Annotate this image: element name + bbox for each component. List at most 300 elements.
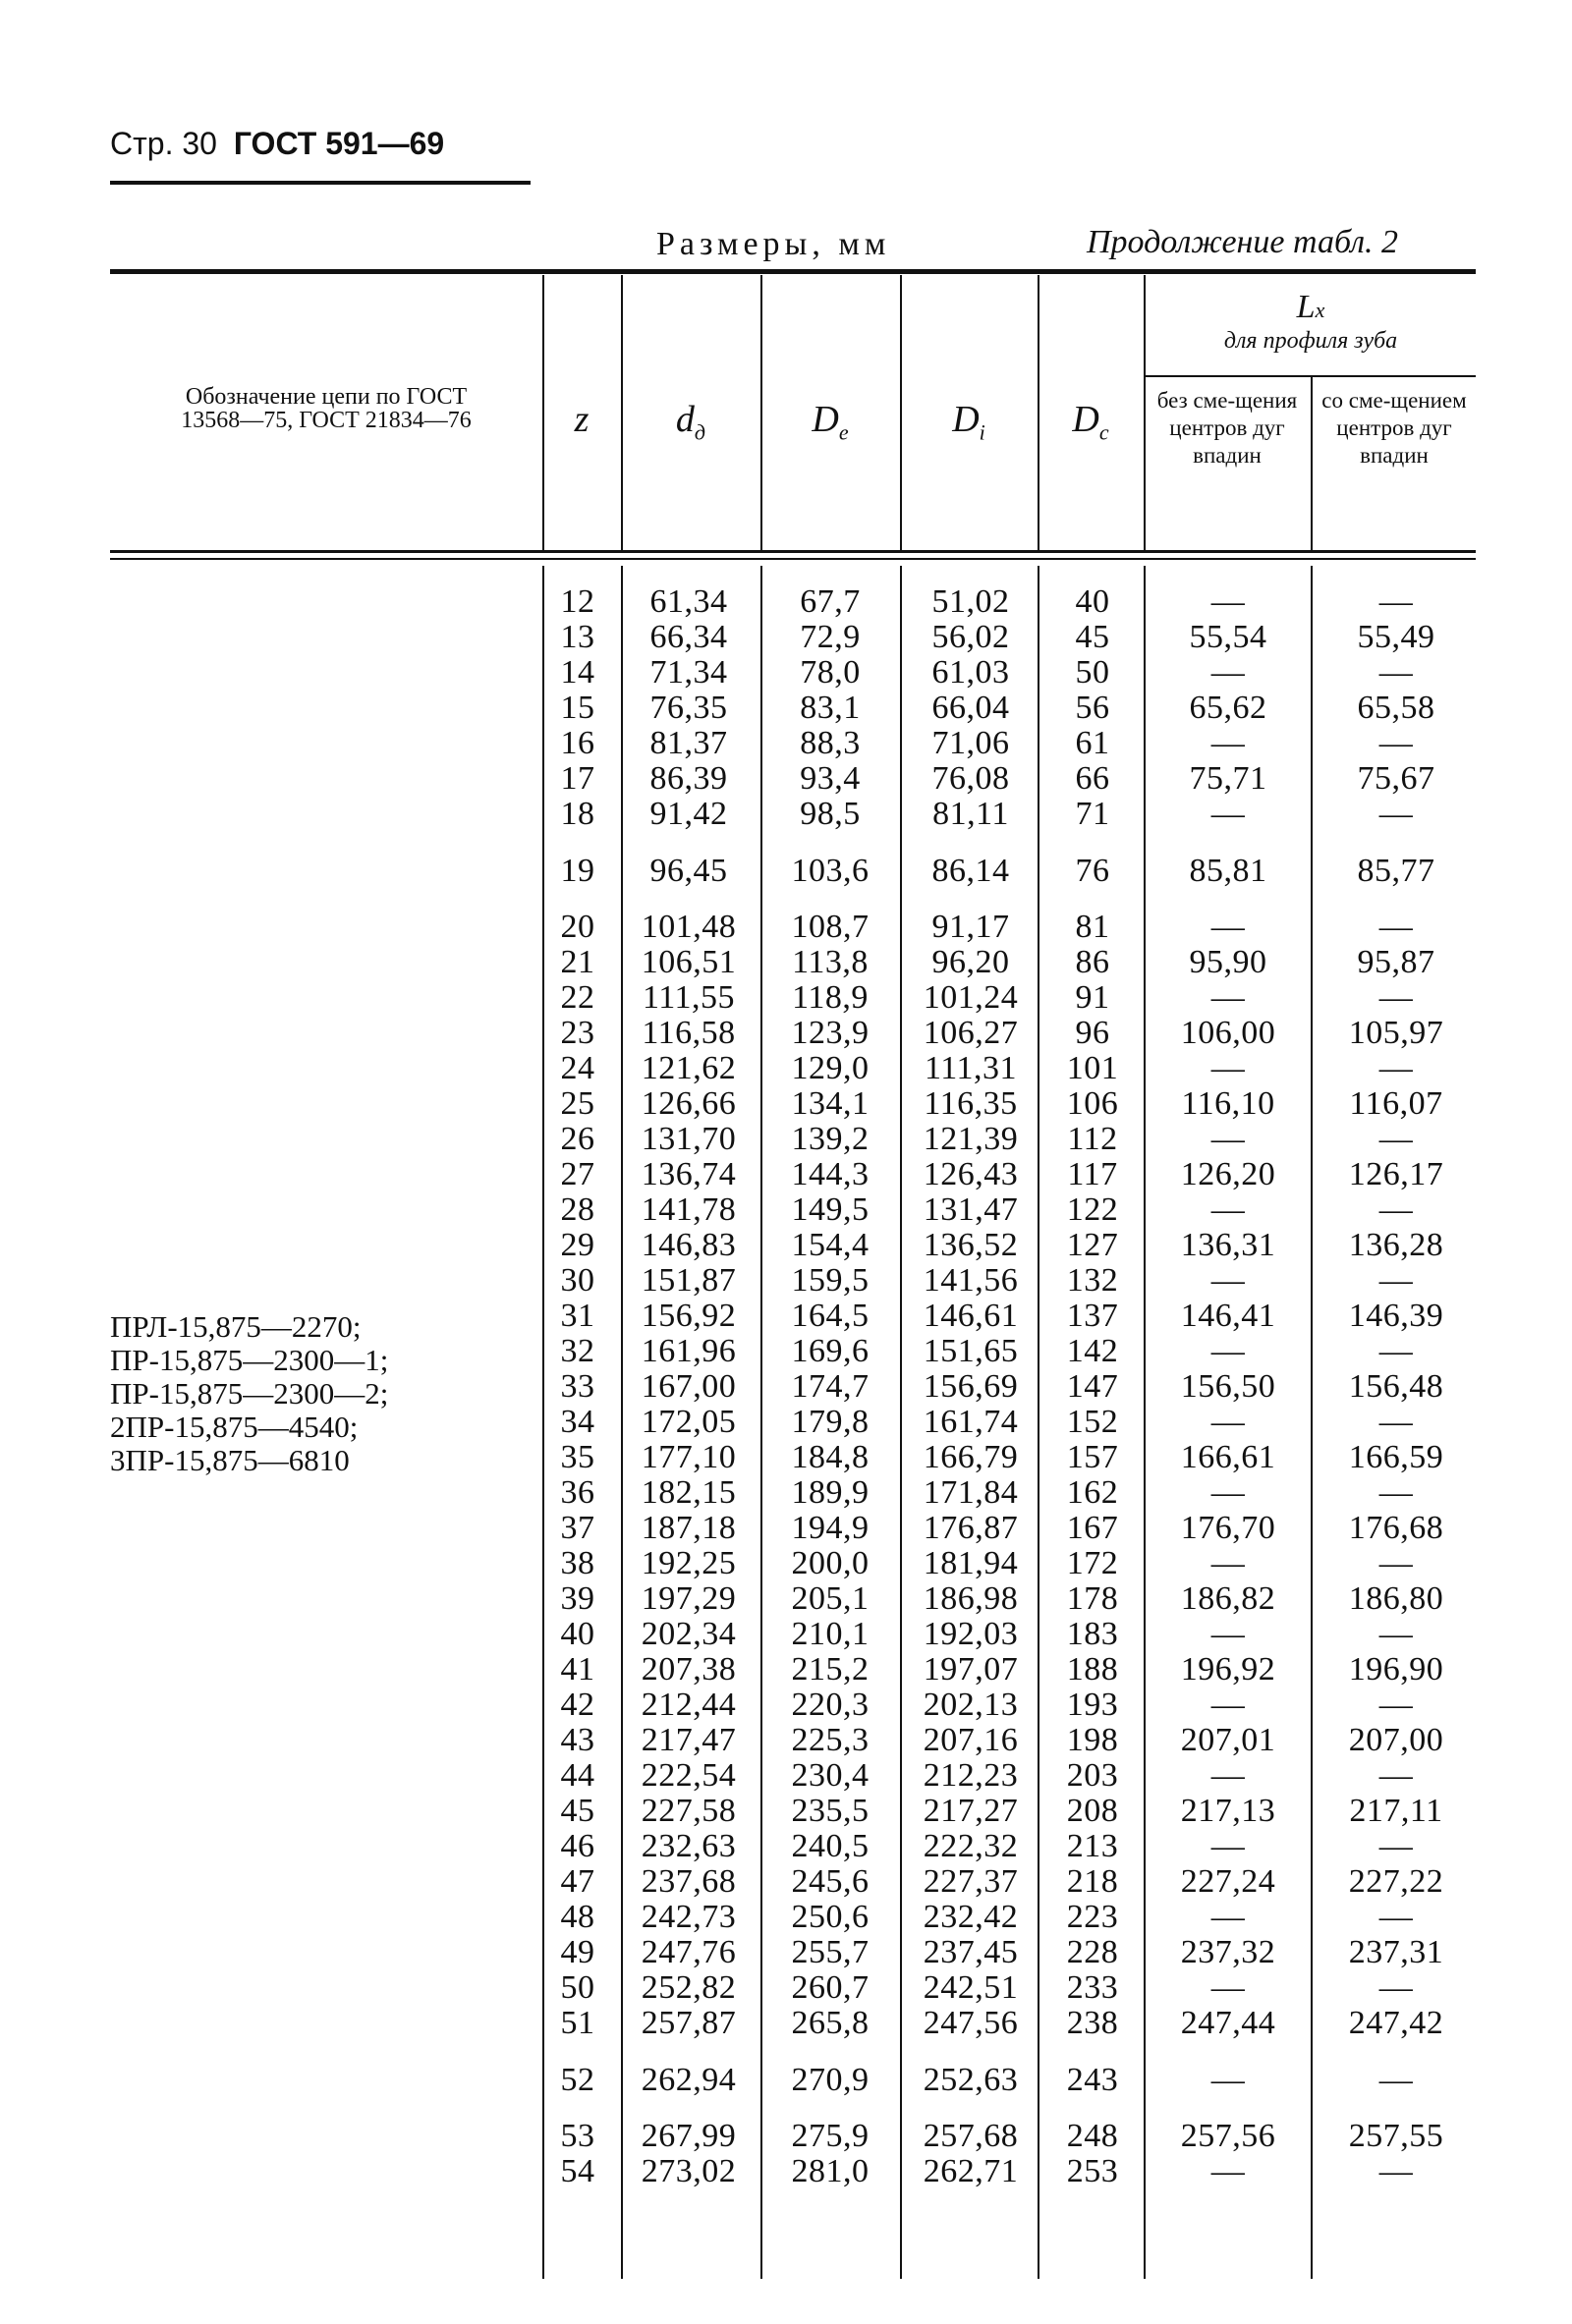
cell-root-diameter: 101,24 bbox=[923, 979, 1019, 1017]
header-chain-designation: Обозначение цепи по ГОСТ 13568—75, ГОСТ 21834—76 bbox=[181, 384, 472, 434]
cell-hub-diameter: 142 bbox=[1066, 1333, 1119, 1370]
cell-pitch-diameter: 86,39 bbox=[649, 760, 728, 797]
table-top-rule bbox=[110, 269, 1476, 274]
cell-hub-diameter: 157 bbox=[1066, 1439, 1119, 1476]
cell-root-diameter: 202,13 bbox=[923, 1687, 1019, 1724]
cell-pitch-diameter: 182,15 bbox=[641, 1474, 737, 1512]
cell-lx-without-offset: — bbox=[1210, 1333, 1246, 1370]
cell-lx-without-offset: 146,41 bbox=[1180, 1298, 1276, 1335]
cell-lx-with-offset: — bbox=[1378, 1050, 1414, 1087]
body-col-divider bbox=[1311, 566, 1313, 2279]
cell-pitch-diameter: 136,74 bbox=[641, 1156, 737, 1193]
cell-lx-with-offset: 136,28 bbox=[1348, 1227, 1444, 1264]
cell-pitch-diameter: 257,87 bbox=[641, 2005, 737, 2042]
cell-hub-diameter: 86 bbox=[1075, 944, 1110, 981]
cell-lx-with-offset: — bbox=[1378, 1969, 1414, 2007]
cell-lx-without-offset: — bbox=[1210, 1969, 1246, 2007]
cell-pitch-diameter: 111,55 bbox=[643, 979, 735, 1017]
cell-root-diameter: 212,23 bbox=[923, 1757, 1019, 1795]
chain-designation: ПРЛ-15,875—2270; bbox=[110, 1309, 362, 1344]
cell-z: 21 bbox=[560, 944, 595, 981]
cell-z: 32 bbox=[560, 1333, 595, 1370]
cell-lx-with-offset: 156,48 bbox=[1348, 1368, 1444, 1406]
cell-pitch-diameter: 131,70 bbox=[641, 1121, 737, 1158]
cell-outer-diameter: 72,9 bbox=[800, 619, 861, 655]
cell-outer-diameter: 235,5 bbox=[791, 1793, 870, 1830]
cell-lx-without-offset: 126,20 bbox=[1180, 1156, 1276, 1193]
cell-hub-diameter: 203 bbox=[1066, 1757, 1119, 1795]
cell-outer-diameter: 260,7 bbox=[791, 1969, 870, 2007]
cell-outer-diameter: 154,4 bbox=[791, 1227, 870, 1264]
cell-hub-diameter: 122 bbox=[1066, 1191, 1119, 1229]
cell-lx-with-offset: 196,90 bbox=[1348, 1651, 1444, 1688]
cell-hub-diameter: 101 bbox=[1066, 1050, 1119, 1087]
cell-pitch-diameter: 172,05 bbox=[641, 1404, 737, 1441]
cell-root-diameter: 237,45 bbox=[923, 1934, 1019, 1971]
cell-root-diameter: 146,61 bbox=[923, 1298, 1019, 1335]
cell-outer-diameter: 144,3 bbox=[791, 1156, 870, 1193]
cell-hub-diameter: 178 bbox=[1066, 1580, 1119, 1618]
cell-lx-with-offset: 55,49 bbox=[1357, 619, 1435, 655]
cell-outer-diameter: 98,5 bbox=[800, 796, 861, 832]
cell-lx-with-offset: — bbox=[1378, 583, 1414, 620]
cell-lx-with-offset: 116,07 bbox=[1349, 1085, 1443, 1123]
cell-hub-diameter: 112 bbox=[1067, 1121, 1118, 1158]
cell-z: 31 bbox=[560, 1298, 595, 1335]
cell-lx-without-offset: 106,00 bbox=[1180, 1015, 1276, 1052]
cell-lx-without-offset: — bbox=[1210, 1899, 1246, 1936]
cell-hub-diameter: 66 bbox=[1075, 760, 1110, 797]
cell-root-diameter: 136,52 bbox=[923, 1227, 1019, 1264]
cell-root-diameter: 96,20 bbox=[931, 944, 1010, 981]
cell-pitch-diameter: 76,35 bbox=[649, 690, 728, 726]
cell-lx-without-offset: — bbox=[1210, 1404, 1246, 1441]
cell-lx-with-offset: 176,68 bbox=[1348, 1510, 1444, 1547]
cell-outer-diameter: 164,5 bbox=[791, 1298, 870, 1335]
cell-pitch-diameter: 197,29 bbox=[641, 1580, 737, 1618]
cell-hub-diameter: 238 bbox=[1066, 2005, 1119, 2042]
cell-outer-diameter: 184,8 bbox=[791, 1439, 870, 1476]
cell-pitch-diameter: 222,54 bbox=[641, 1757, 737, 1795]
cell-lx-without-offset: 227,24 bbox=[1180, 1863, 1276, 1901]
chain-designation: ПР-15,875—2300—2; bbox=[110, 1376, 389, 1411]
cell-root-diameter: 76,08 bbox=[931, 760, 1010, 797]
cell-lx-without-offset: — bbox=[1210, 2153, 1246, 2190]
cell-outer-diameter: 123,9 bbox=[791, 1015, 870, 1052]
cell-hub-diameter: 253 bbox=[1066, 2153, 1119, 2190]
cell-lx-without-offset: — bbox=[1210, 1050, 1246, 1087]
cell-z: 16 bbox=[560, 725, 595, 761]
cell-outer-diameter: 67,7 bbox=[800, 583, 861, 620]
cell-pitch-diameter: 167,00 bbox=[641, 1368, 737, 1406]
cell-outer-diameter: 205,1 bbox=[791, 1580, 870, 1618]
cell-hub-diameter: 218 bbox=[1066, 1863, 1119, 1901]
cell-hub-diameter: 132 bbox=[1066, 1262, 1119, 1300]
cell-lx-without-offset: — bbox=[1210, 2061, 1246, 2098]
cell-pitch-diameter: 71,34 bbox=[649, 654, 728, 691]
cell-z: 53 bbox=[560, 2118, 595, 2155]
page-header bbox=[110, 126, 444, 162]
cell-z: 29 bbox=[560, 1227, 595, 1264]
cell-outer-diameter: 129,0 bbox=[791, 1050, 870, 1087]
cell-z: 12 bbox=[560, 583, 595, 620]
cell-lx-with-offset: — bbox=[1378, 1404, 1414, 1441]
cell-root-diameter: 161,74 bbox=[923, 1404, 1019, 1441]
cell-z: 50 bbox=[560, 1969, 595, 2007]
cell-hub-diameter: 76 bbox=[1075, 852, 1110, 889]
cell-lx-without-offset: — bbox=[1210, 1121, 1246, 1158]
cell-lx-with-offset: 227,22 bbox=[1348, 1863, 1444, 1901]
cell-hub-diameter: 213 bbox=[1066, 1828, 1119, 1865]
cell-outer-diameter: 134,1 bbox=[791, 1085, 870, 1123]
cell-hub-diameter: 248 bbox=[1066, 2118, 1119, 2155]
cell-lx-with-offset: — bbox=[1378, 1687, 1414, 1724]
cell-lx-without-offset: — bbox=[1210, 1687, 1246, 1724]
cell-lx-with-offset: — bbox=[1378, 1262, 1414, 1300]
cell-outer-diameter: 225,3 bbox=[791, 1722, 870, 1759]
cell-outer-diameter: 270,9 bbox=[791, 2061, 870, 2098]
cell-hub-diameter: 117 bbox=[1067, 1156, 1118, 1193]
cell-pitch-diameter: 61,34 bbox=[649, 583, 728, 620]
cell-lx-without-offset: — bbox=[1210, 909, 1246, 946]
cell-pitch-diameter: 101,48 bbox=[641, 909, 737, 946]
cell-z: 23 bbox=[560, 1015, 595, 1052]
cell-root-diameter: 131,47 bbox=[923, 1191, 1019, 1229]
cell-pitch-diameter: 187,18 bbox=[641, 1510, 737, 1547]
cell-root-diameter: 217,27 bbox=[923, 1793, 1019, 1830]
cell-lx-without-offset: 75,71 bbox=[1189, 760, 1267, 797]
cell-root-diameter: 227,37 bbox=[923, 1863, 1019, 1901]
cell-pitch-diameter: 202,34 bbox=[641, 1616, 737, 1653]
cell-root-diameter: 121,39 bbox=[923, 1121, 1019, 1158]
body-col-divider bbox=[760, 566, 762, 2279]
cell-hub-diameter: 198 bbox=[1066, 1722, 1119, 1759]
cell-pitch-diameter: 91,42 bbox=[649, 796, 728, 832]
cell-z: 26 bbox=[560, 1121, 595, 1158]
cell-pitch-diameter: 126,66 bbox=[641, 1085, 737, 1123]
cell-pitch-diameter: 217,47 bbox=[641, 1722, 737, 1759]
cell-root-diameter: 171,84 bbox=[923, 1474, 1019, 1512]
header-pitch-diameter: $d_д$ bbox=[675, 399, 706, 445]
cell-root-diameter: 141,56 bbox=[923, 1262, 1019, 1300]
cell-lx-with-offset: 75,67 bbox=[1357, 760, 1435, 797]
cell-lx-with-offset: — bbox=[1378, 2153, 1414, 2190]
cell-z: 18 bbox=[560, 796, 595, 832]
table-continuation-label: Продолжение табл. 2 bbox=[1087, 224, 1399, 260]
table-header-rule-2 bbox=[110, 558, 1476, 560]
cell-root-diameter: 51,02 bbox=[931, 583, 1010, 620]
cell-lx-with-offset: — bbox=[1378, 1899, 1414, 1936]
header-col-divider bbox=[542, 275, 544, 550]
cell-hub-diameter: 40 bbox=[1075, 583, 1110, 620]
cell-root-diameter: 151,65 bbox=[923, 1333, 1019, 1370]
cell-hub-diameter: 106 bbox=[1066, 1085, 1119, 1123]
cell-lx-with-offset: 146,39 bbox=[1348, 1298, 1444, 1335]
cell-lx-with-offset: 166,59 bbox=[1348, 1439, 1444, 1476]
cell-outer-diameter: 169,6 bbox=[791, 1333, 870, 1370]
cell-hub-diameter: 223 bbox=[1066, 1899, 1119, 1936]
cell-outer-diameter: 275,9 bbox=[791, 2118, 870, 2155]
cell-lx-without-offset: — bbox=[1210, 796, 1246, 832]
cell-outer-diameter: 240,5 bbox=[791, 1828, 870, 1865]
cell-hub-diameter: 208 bbox=[1066, 1793, 1119, 1830]
cell-lx-without-offset: 237,32 bbox=[1180, 1934, 1276, 1971]
cell-lx-with-offset: 217,11 bbox=[1349, 1793, 1443, 1830]
cell-lx-without-offset: 136,31 bbox=[1180, 1227, 1276, 1264]
cell-pitch-diameter: 156,92 bbox=[641, 1298, 737, 1335]
cell-hub-diameter: 243 bbox=[1066, 2061, 1119, 2098]
cell-lx-without-offset: 257,56 bbox=[1180, 2118, 1276, 2155]
cell-lx-with-offset: 257,55 bbox=[1348, 2118, 1444, 2155]
cell-z: 42 bbox=[560, 1687, 595, 1724]
cell-z: 36 bbox=[560, 1474, 595, 1512]
cell-outer-diameter: 281,0 bbox=[791, 2153, 870, 2190]
cell-z: 13 bbox=[560, 619, 595, 655]
cell-hub-diameter: 228 bbox=[1066, 1934, 1119, 1971]
cell-hub-diameter: 188 bbox=[1066, 1651, 1119, 1688]
cell-hub-diameter: 152 bbox=[1066, 1404, 1119, 1441]
cell-root-diameter: 61,03 bbox=[931, 654, 1010, 691]
cell-outer-diameter: 255,7 bbox=[791, 1934, 870, 1971]
cell-root-diameter: 71,06 bbox=[931, 725, 1010, 761]
cell-pitch-diameter: 273,02 bbox=[641, 2153, 737, 2190]
cell-lx-with-offset: — bbox=[1378, 1757, 1414, 1795]
cell-lx-with-offset: 186,80 bbox=[1348, 1580, 1444, 1618]
chain-designation: ПР-15,875—2300—1; bbox=[110, 1343, 389, 1377]
cell-lx-with-offset: — bbox=[1378, 796, 1414, 832]
cell-lx-with-offset: — bbox=[1378, 979, 1414, 1017]
cell-root-diameter: 66,04 bbox=[931, 690, 1010, 726]
cell-pitch-diameter: 227,58 bbox=[641, 1793, 737, 1830]
table-header-rule bbox=[110, 550, 1476, 553]
cell-lx-with-offset: 247,42 bbox=[1348, 2005, 1444, 2042]
cell-root-diameter: 252,63 bbox=[923, 2061, 1019, 2098]
cell-lx-with-offset: 237,31 bbox=[1348, 1934, 1444, 1971]
cell-z: 47 bbox=[560, 1863, 595, 1901]
cell-hub-diameter: 45 bbox=[1075, 619, 1110, 655]
cell-pitch-diameter: 106,51 bbox=[641, 944, 737, 981]
cell-hub-diameter: 183 bbox=[1066, 1616, 1119, 1653]
cell-root-diameter: 91,17 bbox=[931, 909, 1010, 946]
cell-lx-without-offset: — bbox=[1210, 1757, 1246, 1795]
cell-outer-diameter: 113,8 bbox=[792, 944, 869, 981]
cell-lx-with-offset: — bbox=[1378, 1616, 1414, 1653]
cell-lx-with-offset: — bbox=[1378, 725, 1414, 761]
cell-pitch-diameter: 146,83 bbox=[641, 1227, 737, 1264]
cell-lx-without-offset: — bbox=[1210, 1616, 1246, 1653]
cell-outer-diameter: 245,6 bbox=[791, 1863, 870, 1901]
cell-pitch-diameter: 151,87 bbox=[641, 1262, 737, 1300]
cell-lx-without-offset: — bbox=[1210, 1828, 1246, 1865]
cell-pitch-diameter: 212,44 bbox=[641, 1687, 737, 1724]
cell-lx-with-offset: — bbox=[1378, 1828, 1414, 1865]
cell-hub-diameter: 172 bbox=[1066, 1545, 1119, 1582]
header-hub-diameter: $D_c$ bbox=[1072, 399, 1109, 445]
header-z: z bbox=[574, 399, 590, 440]
cell-hub-diameter: 96 bbox=[1075, 1015, 1110, 1052]
body-col-divider bbox=[900, 566, 902, 2279]
cell-root-diameter: 181,94 bbox=[923, 1545, 1019, 1582]
cell-z: 19 bbox=[560, 852, 595, 889]
cell-root-diameter: 86,14 bbox=[931, 852, 1010, 889]
cell-root-diameter: 106,27 bbox=[923, 1015, 1019, 1052]
cell-z: 17 bbox=[560, 760, 595, 797]
cell-lx-without-offset: 176,70 bbox=[1180, 1510, 1276, 1547]
cell-outer-diameter: 215,2 bbox=[791, 1651, 870, 1688]
cell-lx-with-offset: 126,17 bbox=[1348, 1156, 1444, 1193]
cell-outer-diameter: 174,7 bbox=[791, 1368, 870, 1406]
cell-pitch-diameter: 247,76 bbox=[641, 1934, 737, 1971]
cell-root-diameter: 186,98 bbox=[923, 1580, 1019, 1618]
cell-lx-with-offset: 207,00 bbox=[1348, 1722, 1444, 1759]
cell-lx-with-offset: — bbox=[1378, 1474, 1414, 1512]
units-label: Размеры, мм bbox=[656, 226, 891, 262]
cell-lx-without-offset: 156,50 bbox=[1180, 1368, 1276, 1406]
cell-lx-without-offset: 207,01 bbox=[1180, 1722, 1276, 1759]
cell-root-diameter: 197,07 bbox=[923, 1651, 1019, 1688]
header-rule bbox=[110, 181, 531, 185]
cell-z: 33 bbox=[560, 1368, 595, 1406]
cell-lx-without-offset: 55,54 bbox=[1189, 619, 1267, 655]
cell-root-diameter: 111,31 bbox=[925, 1050, 1017, 1087]
cell-z: 51 bbox=[560, 2005, 595, 2042]
cell-z: 43 bbox=[560, 1722, 595, 1759]
cell-lx-without-offset: 186,82 bbox=[1180, 1580, 1276, 1618]
cell-outer-diameter: 108,7 bbox=[791, 909, 870, 946]
cell-lx-without-offset: — bbox=[1210, 1545, 1246, 1582]
cell-lx-without-offset: 95,90 bbox=[1189, 944, 1267, 981]
cell-pitch-diameter: 121,62 bbox=[641, 1050, 737, 1087]
cell-outer-diameter: 220,3 bbox=[791, 1687, 870, 1724]
cell-root-diameter: 247,56 bbox=[923, 2005, 1019, 2042]
cell-z: 22 bbox=[560, 979, 595, 1017]
cell-hub-diameter: 71 bbox=[1075, 796, 1110, 832]
cell-z: 38 bbox=[560, 1545, 595, 1582]
cell-hub-diameter: 137 bbox=[1066, 1298, 1119, 1335]
cell-lx-with-offset: — bbox=[1378, 909, 1414, 946]
cell-z: 40 bbox=[560, 1616, 595, 1653]
cell-root-diameter: 232,42 bbox=[923, 1899, 1019, 1936]
cell-hub-diameter: 162 bbox=[1066, 1474, 1119, 1512]
cell-root-diameter: 242,51 bbox=[923, 1969, 1019, 2007]
cell-z: 14 bbox=[560, 654, 595, 691]
cell-outer-diameter: 93,4 bbox=[800, 760, 861, 797]
cell-outer-diameter: 200,0 bbox=[791, 1545, 870, 1582]
cell-pitch-diameter: 232,63 bbox=[641, 1828, 737, 1865]
cell-z: 28 bbox=[560, 1191, 595, 1229]
cell-z: 45 bbox=[560, 1793, 595, 1830]
cell-pitch-diameter: 192,25 bbox=[641, 1545, 737, 1582]
cell-z: 25 bbox=[560, 1085, 595, 1123]
cell-lx-with-offset: — bbox=[1378, 1333, 1414, 1370]
cell-outer-diameter: 230,4 bbox=[791, 1757, 870, 1795]
cell-pitch-diameter: 141,78 bbox=[641, 1191, 737, 1229]
cell-z: 24 bbox=[560, 1050, 595, 1087]
cell-outer-diameter: 103,6 bbox=[791, 852, 870, 889]
cell-hub-diameter: 127 bbox=[1066, 1227, 1119, 1264]
cell-hub-diameter: 233 bbox=[1066, 1969, 1119, 2007]
cell-root-diameter: 176,87 bbox=[923, 1510, 1019, 1547]
cell-outer-diameter: 189,9 bbox=[791, 1474, 870, 1512]
cell-root-diameter: 56,02 bbox=[931, 619, 1010, 655]
cell-root-diameter: 116,35 bbox=[924, 1085, 1018, 1123]
cell-pitch-diameter: 207,38 bbox=[641, 1651, 737, 1688]
cell-root-diameter: 81,11 bbox=[932, 796, 1009, 832]
cell-pitch-diameter: 267,99 bbox=[641, 2118, 737, 2155]
header-lx-with-offset: со сме-щением центров дуг впадин bbox=[1321, 388, 1467, 468]
cell-lx-without-offset: — bbox=[1210, 1191, 1246, 1229]
cell-hub-diameter: 91 bbox=[1075, 979, 1110, 1017]
body-col-divider bbox=[1038, 566, 1039, 2279]
cell-root-diameter: 156,69 bbox=[923, 1368, 1019, 1406]
cell-lx-without-offset: — bbox=[1210, 654, 1246, 691]
cell-outer-diameter: 265,8 bbox=[791, 2005, 870, 2042]
header-lx: Lx для профиля зуба bbox=[1223, 289, 1398, 354]
cell-z: 35 bbox=[560, 1439, 595, 1476]
standard-number: ГОСТ 591—69 bbox=[233, 126, 445, 161]
cell-root-diameter: 262,71 bbox=[923, 2153, 1019, 2190]
cell-lx-with-offset: — bbox=[1378, 654, 1414, 691]
chain-designation: 2ПР-15,875—4540; bbox=[110, 1410, 359, 1444]
cell-lx-with-offset: 85,77 bbox=[1357, 852, 1435, 889]
cell-pitch-diameter: 242,73 bbox=[641, 1899, 737, 1936]
cell-hub-diameter: 81 bbox=[1075, 909, 1110, 946]
cell-pitch-diameter: 262,94 bbox=[641, 2061, 737, 2098]
cell-hub-diameter: 193 bbox=[1066, 1687, 1119, 1724]
cell-lx-without-offset: — bbox=[1210, 1262, 1246, 1300]
cell-lx-with-offset: 105,97 bbox=[1348, 1015, 1444, 1052]
cell-z: 41 bbox=[560, 1651, 595, 1688]
cell-lx-with-offset: — bbox=[1378, 2061, 1414, 2098]
cell-pitch-diameter: 237,68 bbox=[641, 1863, 737, 1901]
cell-root-diameter: 257,68 bbox=[923, 2118, 1019, 2155]
cell-hub-diameter: 56 bbox=[1075, 690, 1110, 726]
cell-outer-diameter: 78,0 bbox=[800, 654, 861, 691]
cell-hub-diameter: 167 bbox=[1066, 1510, 1119, 1547]
header-lx-without-offset: без сме-щения центров дуг впадин bbox=[1156, 388, 1298, 468]
cell-lx-without-offset: 217,13 bbox=[1180, 1793, 1276, 1830]
cell-outer-diameter: 179,8 bbox=[791, 1404, 870, 1441]
cell-lx-without-offset: 85,81 bbox=[1189, 852, 1267, 889]
cell-z: 46 bbox=[560, 1828, 595, 1865]
cell-pitch-diameter: 96,45 bbox=[649, 852, 728, 889]
cell-lx-with-offset: 65,58 bbox=[1357, 690, 1435, 726]
cell-root-diameter: 207,16 bbox=[923, 1722, 1019, 1759]
cell-z: 27 bbox=[560, 1156, 595, 1193]
cell-outer-diameter: 118,9 bbox=[792, 979, 869, 1017]
cell-lx-without-offset: 166,61 bbox=[1180, 1439, 1276, 1476]
cell-outer-diameter: 88,3 bbox=[800, 725, 861, 761]
cell-hub-diameter: 50 bbox=[1075, 654, 1110, 691]
body-col-divider bbox=[542, 566, 544, 2279]
cell-z: 54 bbox=[560, 2153, 595, 2190]
cell-z: 52 bbox=[560, 2061, 595, 2098]
cell-z: 37 bbox=[560, 1510, 595, 1547]
body-col-divider bbox=[1144, 566, 1146, 2279]
chain-designation: 3ПР-15,875—6810 bbox=[110, 1443, 350, 1477]
cell-lx-without-offset: — bbox=[1210, 1474, 1246, 1512]
cell-lx-without-offset: 247,44 bbox=[1180, 2005, 1276, 2042]
cell-hub-diameter: 147 bbox=[1066, 1368, 1119, 1406]
cell-root-diameter: 222,32 bbox=[923, 1828, 1019, 1865]
cell-pitch-diameter: 66,34 bbox=[649, 619, 728, 655]
cell-lx-with-offset: 95,87 bbox=[1357, 944, 1435, 981]
cell-z: 30 bbox=[560, 1262, 595, 1300]
cell-z: 44 bbox=[560, 1757, 595, 1795]
cell-outer-diameter: 83,1 bbox=[800, 690, 861, 726]
header-outer-diameter: $D_e$ bbox=[812, 399, 849, 445]
cell-lx-without-offset: — bbox=[1210, 725, 1246, 761]
